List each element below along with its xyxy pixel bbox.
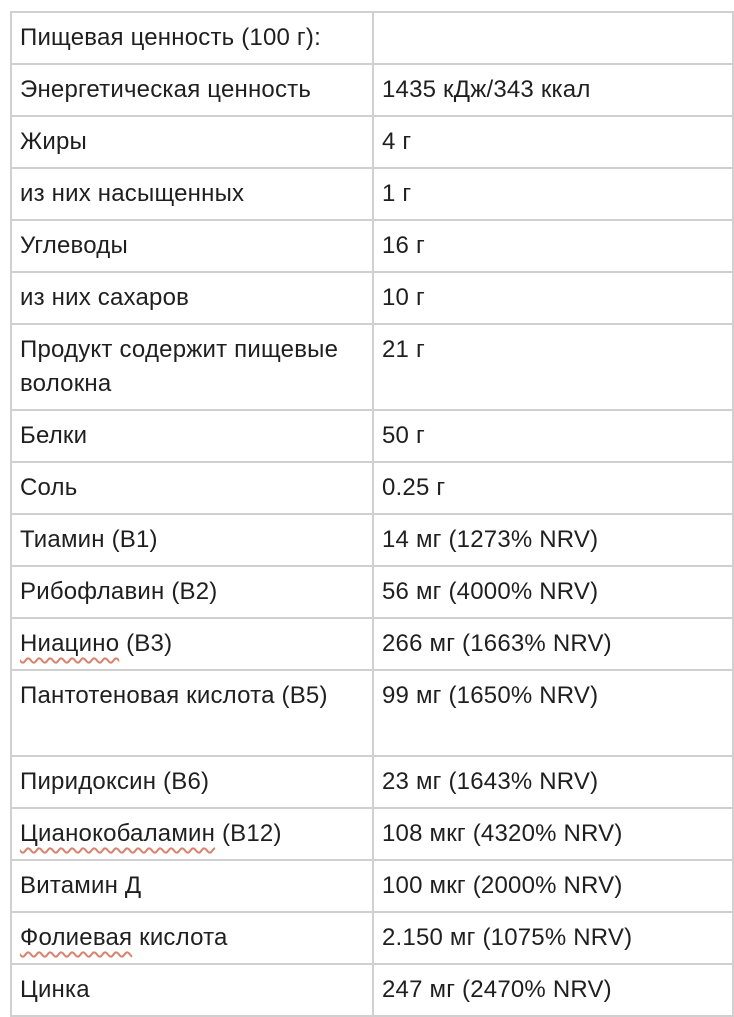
table-row (11, 272, 733, 324)
nutrient-name (11, 912, 373, 964)
nutrient-value: 266 мг (1663% NRV) (373, 618, 733, 670)
nutrient-value: 23 мг (1643% NRV) (373, 756, 733, 808)
table-row (11, 912, 733, 964)
nutrient-value: 99 мг (1650% NRV) (373, 670, 733, 756)
nutrient-name (11, 618, 373, 670)
nutrient-name: Пантотеновая кислота (B5) (11, 670, 373, 756)
nutrient-value: 50 г (373, 410, 733, 462)
nutrient-name: Пиридоксин (B6) (11, 756, 373, 808)
table-row (11, 566, 733, 618)
nutrient-name: Жиры (11, 116, 373, 168)
table-row (11, 514, 733, 566)
nutrient-value: 4 г (373, 116, 733, 168)
nutrient-name: из них насыщенных (11, 168, 373, 220)
table-row (11, 756, 733, 808)
table-row (11, 860, 733, 912)
misspelled-word[interactable]: Ниацино (20, 630, 120, 657)
table-row (11, 12, 733, 64)
nutrient-name: Продукт содержит пищевые волокна (11, 324, 373, 410)
table-row (11, 410, 733, 462)
nutrition-table (10, 11, 734, 1017)
table-row (11, 64, 733, 116)
nutrient-name: из них сахаров (11, 272, 373, 324)
nutrient-value: 10 г (373, 272, 733, 324)
nutrient-name: Белки (11, 410, 373, 462)
nutrient-name: Рибофлавин (B2) (11, 566, 373, 618)
nutrient-name-rest: (B3) (119, 630, 173, 657)
table-row (11, 670, 733, 756)
table-row (11, 964, 733, 1016)
nutrient-value: 247 мг (2470% NRV) (373, 964, 733, 1016)
table-row (11, 324, 733, 410)
nutrient-value: 21 г (373, 324, 733, 410)
nutrient-name (11, 808, 373, 860)
nutrient-value: 2.150 мг (1075% NRV) (373, 912, 733, 964)
nutrient-value (373, 12, 733, 64)
nutrient-name: Цинка (11, 964, 373, 1016)
nutrient-value: 1 г (373, 168, 733, 220)
nutrient-name: Энергетическая ценность (11, 64, 373, 116)
nutrient-value: 100 мкг (2000% NRV) (373, 860, 733, 912)
nutrient-name: Соль (11, 462, 373, 514)
nutrient-name-rest: кислота (132, 924, 228, 951)
table-row (11, 116, 733, 168)
nutrient-value: 1435 кДж/343 ккал (373, 64, 733, 116)
nutrition-table-container (10, 11, 734, 1017)
table-row (11, 220, 733, 272)
nutrient-value: 14 мг (1273% NRV) (373, 514, 733, 566)
nutrient-value: 0.25 г (373, 462, 733, 514)
nutrient-name: Углеводы (11, 220, 373, 272)
nutrient-name: Пищевая ценность (100 г): (11, 12, 373, 64)
misspelled-word[interactable]: Фолиевая (20, 924, 133, 951)
nutrient-name: Витамин Д (11, 860, 373, 912)
nutrient-name: Тиамин (B1) (11, 514, 373, 566)
table-row (11, 462, 733, 514)
nutrient-value: 56 мг (4000% NRV) (373, 566, 733, 618)
nutrient-value: 108 мкг (4320% NRV) (373, 808, 733, 860)
table-row (11, 618, 733, 670)
nutrient-name-rest: (B12) (215, 820, 282, 847)
nutrient-value: 16 г (373, 220, 733, 272)
table-row (11, 168, 733, 220)
table-row (11, 808, 733, 860)
misspelled-word[interactable]: Цианокобаламин (20, 820, 216, 847)
